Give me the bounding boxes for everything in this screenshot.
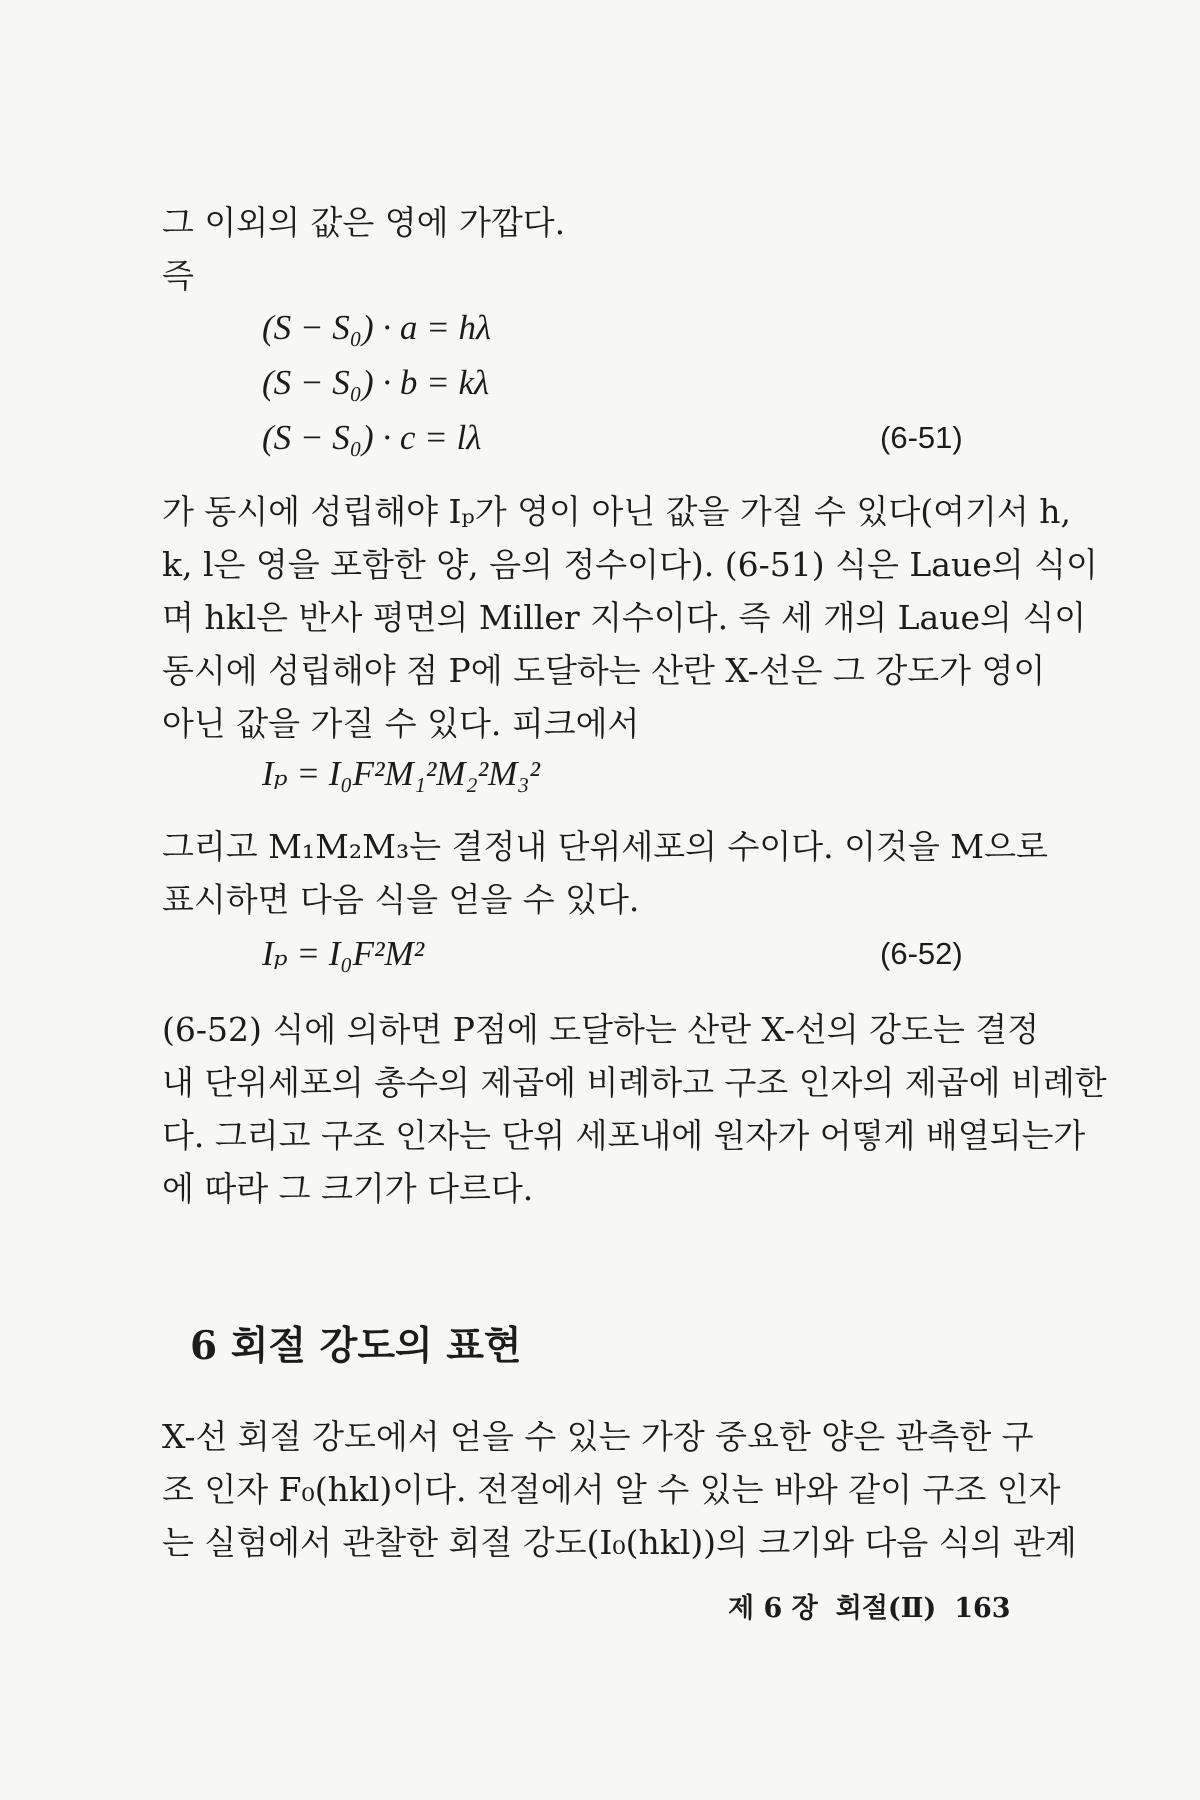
equation-number-6-52: (6-52) [880, 936, 963, 971]
equation-intensity-m: Iₚ = I₀F²M² [262, 934, 425, 973]
page-number: 163 [954, 1593, 1011, 1624]
text-line: 그리고 M₁M₂M₃는 결정내 단위세포의 수이다. 이것을 M으로 [162, 827, 1048, 866]
equation-laue-b: (S − S₀) · b = kλ [262, 363, 490, 402]
text-line: 동시에 성립해야 점 P에 도달하는 산란 X-선은 그 강도가 영이 [162, 651, 1046, 690]
text-line: 다. 그리고 구조 인자는 단위 세포내에 원자가 어떻게 배열되는가 [162, 1116, 1086, 1155]
text-line: (6-52) 식에 의하면 P점에 도달하는 산란 X-선의 강도는 결정 [162, 1010, 1040, 1049]
text-line: 는 실험에서 관찰한 회절 강도(I₀(hkl))의 크기와 다음 식의 관계 [162, 1523, 1077, 1562]
text-line: 아닌 값을 가질 수 있다. 피크에서 [162, 704, 640, 743]
section-heading: 6 회절 강도의 표현 [190, 1323, 522, 1369]
equation-laue-a: (S − S₀) · a = hλ [262, 308, 492, 347]
text-line: 내 단위세포의 총수의 제곱에 비례하고 구조 인자의 제곱에 비례한 [162, 1063, 1107, 1102]
text-line: 표시하면 다음 식을 얻을 수 있다. [162, 880, 640, 919]
text-line: 에 따라 그 크기가 다르다. [162, 1169, 534, 1208]
equation-peak-intensity: Iₚ = I₀F²M₁²M₂²M₃² [262, 754, 540, 793]
paragraph-laue [162, 485, 1098, 750]
paragraph-observed-structure-factor [162, 1410, 1077, 1569]
text-line: 조 인자 F₀(hkl)이다. 전절에서 알 수 있는 바와 같이 구조 인자 [162, 1470, 1061, 1509]
text-line: 가 동시에 성립해야 Iₚ가 영이 아닌 값을 가질 수 있다(여기서 h, [162, 492, 1071, 531]
paragraph-structure-factor [162, 1003, 1107, 1215]
text-line: 그 이외의 값은 영에 가깝다. [162, 203, 566, 242]
text-line: 며 hkl은 반사 평면의 Miller 지수이다. 즉 세 개의 Laue의 식이 [162, 598, 1087, 637]
page-footer [728, 1586, 1011, 1625]
paragraph-unit-cells [162, 820, 1048, 926]
footer-title: 회절(Ⅱ) [835, 1593, 937, 1624]
equation-laue-c: (S − S₀) · c = lλ [262, 418, 482, 457]
text-line: 즉 [162, 256, 194, 295]
text-line: k, l은 영을 포함한 양, 음의 정수이다). (6-51) 식은 Laue의 식이 [162, 545, 1098, 584]
text-line: X-선 회절 강도에서 얻을 수 있는 가장 중요한 양은 관측한 구 [162, 1417, 1034, 1456]
footer-chapter: 제 6 장 [728, 1593, 818, 1624]
paragraph-intro [162, 196, 990, 302]
equation-number-6-51: (6-51) [880, 420, 963, 455]
